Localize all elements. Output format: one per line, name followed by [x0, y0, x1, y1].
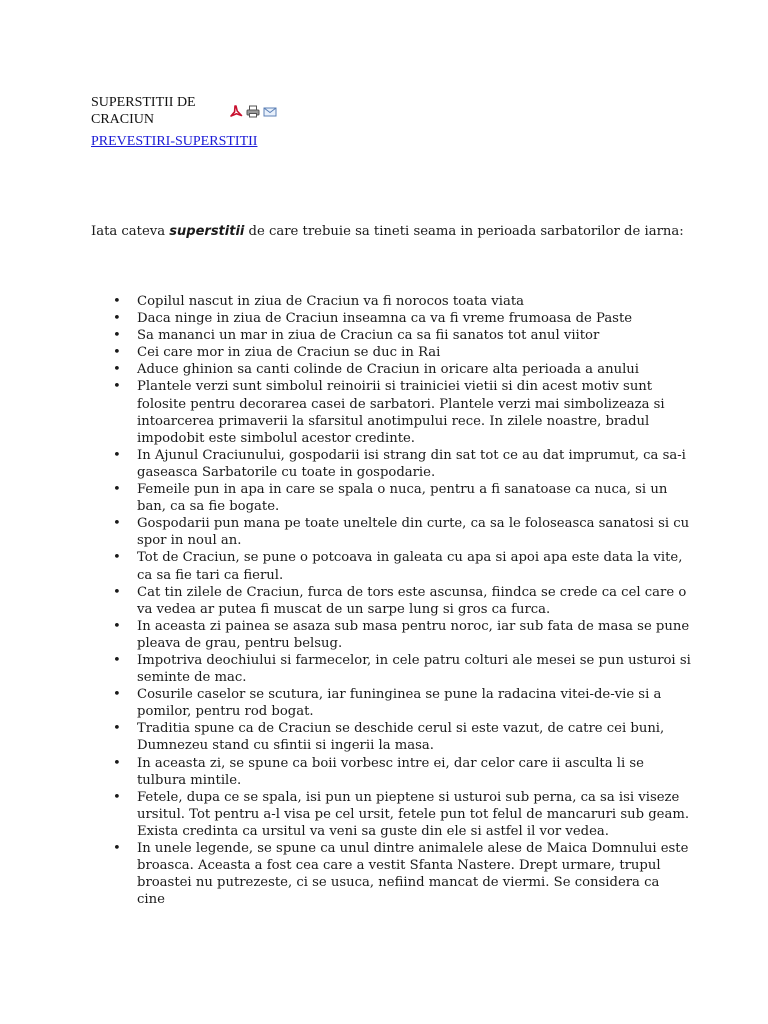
article-title: SUPERSTITII DE CRACIUN	[91, 95, 196, 127]
bullet-icon: •	[113, 721, 121, 737]
pdf-icon[interactable]	[229, 103, 243, 116]
bullet-icon: •	[113, 311, 121, 327]
intro-emphasis: superstitii	[169, 224, 245, 239]
bullet-icon: •	[113, 584, 121, 600]
print-icon[interactable]	[246, 103, 260, 116]
category-link[interactable]: PREVESTIRI-SUPERSTITII	[91, 134, 258, 149]
bullet-icon: •	[113, 550, 121, 566]
bullet-icon: •	[113, 294, 121, 309]
list-item: • Impotriva deochiului si farmecelor, in cele patru colturi ale mesei se pun usturoi si seminte de mac.	[113, 652, 691, 686]
bullet-icon: •	[113, 328, 121, 344]
bullet-icon: •	[113, 345, 121, 361]
list-item: • Femeile pun in apa in care se spala o nuca, pentru a fi sanatoase ca nuca, si un ban, ca sa fie bogate.	[113, 482, 668, 515]
bullet-icon: •	[113, 516, 121, 532]
list-item: • In unele legende, se spune ca unul dintre animalele alese de Maica Domnului este broasca. Aceasta a fost cea care a vestit Sfanta Nastere. Drept urmare, trupul broastei nu putrezeste, ci se usuca, nefiind mancat de viermi. Se considera ca cine	[113, 841, 689, 908]
article-tools	[229, 103, 277, 116]
list-item: • Cosurile caselor se scutura, iar funinginea se pune la radacina vitei-de-vie si a pomilor, pentru rod bogat.	[113, 687, 662, 720]
bullet-icon: •	[113, 379, 121, 395]
bullet-icon: •	[113, 482, 121, 498]
bullet-icon: •	[113, 755, 121, 771]
bullet-icon: •	[113, 687, 121, 703]
list-item: • Daca ninge in ziua de Craciun inseamna ca va fi vreme frumoasa de Paste	[113, 311, 633, 327]
bullet-icon: •	[113, 789, 121, 805]
bullet-icon: •	[113, 618, 121, 634]
bullet-icon: •	[113, 447, 121, 463]
list-item: • In Ajunul Craciunului, gospodarii isi strang din sat tot ce au dat imprumut, ca sa-i gaseasca Sarbatorile cu toate in gospodarie.	[113, 447, 686, 480]
list-item: • In aceasta zi, se spune ca boii vorbesc intre ei, dar celor care ii asculta li se tulbura mintile.	[113, 755, 644, 788]
intro-paragraph	[91, 223, 731, 241]
superstitions-list	[91, 293, 691, 908]
list-item: • Plantele verzi sunt simbolul reinoirii si trainiciei vietii si din acest motiv sunt folosite pentru decorarea casei de sarbatori. Plantele verzi mai simbolizeaza si intoarcerea primaverii la sfarsitul anotimpului rece. In zilele noastre, bradul impodobit este simbolul acestor credinte.	[113, 379, 665, 446]
intro-text-start: Iata cateva	[91, 224, 170, 239]
list-item: • Gospodarii pun mana pe toate uneltele din curte, ca sa le foloseasca sanatosi si cu spor in noul an.	[113, 516, 690, 549]
bullet-icon: •	[113, 652, 121, 668]
list-item: • Copilul nascut in ziua de Craciun va fi norocos toata viata	[113, 294, 524, 309]
bullet-icon: •	[113, 362, 121, 378]
list-item: • Sa mananci un mar in ziua de Craciun ca sa fii sanatos tot anul viitor	[113, 328, 600, 344]
list-item: • Aduce ghinion sa canti colinde de Craciun in oricare alta perioada a anului	[113, 362, 640, 378]
intro-text-end: de care trebuie sa tineti seama in perioada sarbatorilor de iarna:	[244, 224, 684, 239]
list-item: • Fetele, dupa ce se spala, isi pun un pieptene si usturoi sub perna, ca sa isi viseze ursitul. Tot pentru a-l visa pe cel ursit, fetele pun tot felul de mancaruri sub geam. Exista credinta ca ursitul va veni sa guste din ele si astfel il vor vedea.	[113, 789, 690, 839]
list-item: • Cat tin zilele de Craciun, furca de tors este ascunsa, fiindca se crede ca cel care o va vedea ar putea fi muscat de un sarpe lung si gros ca furca.	[113, 584, 687, 617]
email-icon[interactable]	[263, 103, 277, 116]
list-item: • Traditia spune ca de Craciun se deschide cerul si este vazut, de catre cei buni, Dumnezeu stand cu sfintii si ingerii la masa.	[113, 721, 665, 754]
bullet-icon: •	[113, 841, 121, 856]
list-item: • In aceasta zi painea se asaza sub masa pentru noroc, iar sub fata de masa se pune pleava de grau, pentru belsug.	[113, 618, 690, 651]
list-item: • Tot de Craciun, se pune o potcoava in galeata cu apa si apoi apa este data la vite, ca sa fie tari ca fierul.	[113, 550, 683, 583]
list-item: • Cei care mor in ziua de Craciun se duc in Rai	[113, 345, 441, 361]
